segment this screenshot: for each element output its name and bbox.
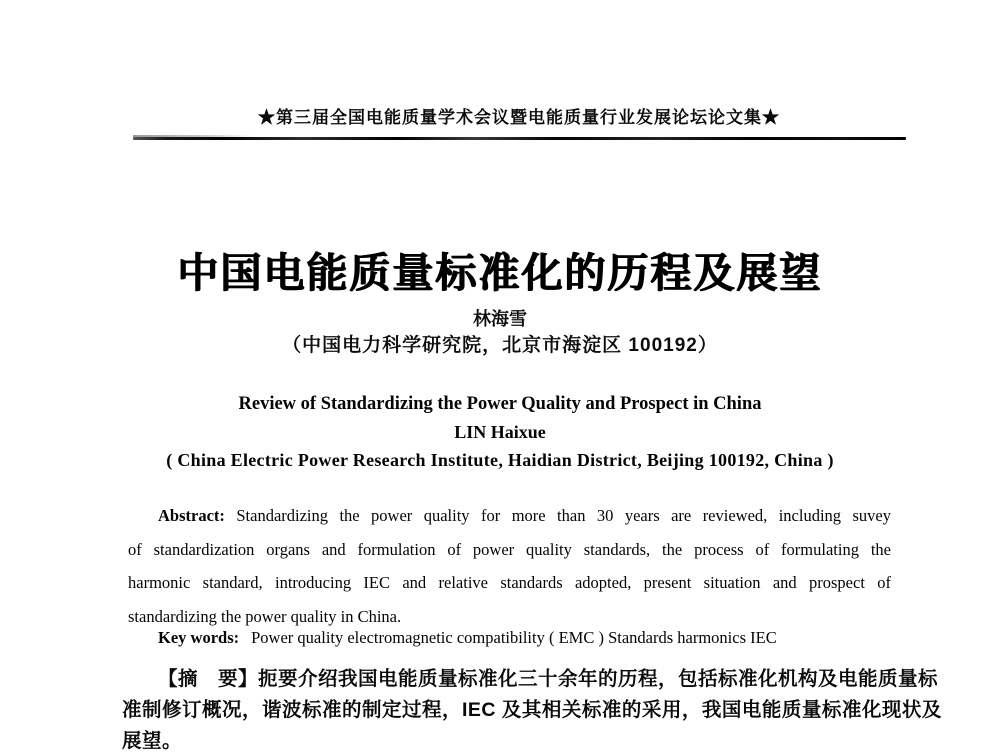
abstract-cn-line bbox=[122, 664, 939, 695]
keywords-line bbox=[128, 621, 891, 655]
affiliation-chinese: （中国电力科学研究院，北京市海淀区 100192） bbox=[282, 335, 718, 356]
abstract-line: harmonic standard, introducing IEC and relative standards adopted, present situation and prospect of bbox=[128, 573, 891, 592]
paper-title-chinese: 中国电能质量标准化的历程及展望 bbox=[177, 250, 823, 296]
keywords-label: Key words: bbox=[158, 628, 240, 647]
conference-header: ★第三届全国电能质量学术会议暨电能质量行业发展论坛论文集★ bbox=[258, 108, 780, 127]
affiliation-english: ( China Electric Power Research Institute, Haidian District, Beijing 100192, China ) bbox=[166, 450, 834, 470]
abstract-cn-line: 准制修订概况，谐波标准的制定过程，IEC 及其相关标准的采用，我国电能质量标准化现状及 bbox=[122, 699, 942, 721]
abstract-line bbox=[128, 499, 891, 533]
abstract-chinese bbox=[122, 664, 942, 756]
abstract-line: of standardization organs and formulation of power quality standards, the process of formulating the bbox=[128, 539, 891, 559]
abstract-line: standardizing the power quality in China. bbox=[128, 606, 402, 626]
abstract-english bbox=[128, 499, 891, 633]
author-name-english: LIN Haixue bbox=[454, 422, 546, 442]
header-divider-rule bbox=[133, 137, 906, 140]
abstract-cn-text: 扼要介绍我国电能质量标准化三十余年的历程，包括标准化机构及电能质量标 bbox=[258, 668, 939, 690]
keywords-text: Power quality electromagnetic compatibility ( EMC ) Standards harmonics IEC bbox=[251, 628, 777, 647]
paper-title-english: Review of Standardizing the Power Quality and Prospect in China bbox=[238, 394, 762, 414]
abstract-cn-label: 【摘 要】 bbox=[158, 668, 259, 690]
abstract-text: Standardizing the power quality for more than 30 years are reviewed, including suvey bbox=[224, 506, 891, 525]
abstract-cn-line: 展望。 bbox=[122, 730, 183, 752]
author-name-chinese: 林海雪 bbox=[473, 309, 527, 329]
english-heading-block bbox=[111, 390, 889, 474]
abstract-label: Abstract: bbox=[158, 506, 225, 525]
